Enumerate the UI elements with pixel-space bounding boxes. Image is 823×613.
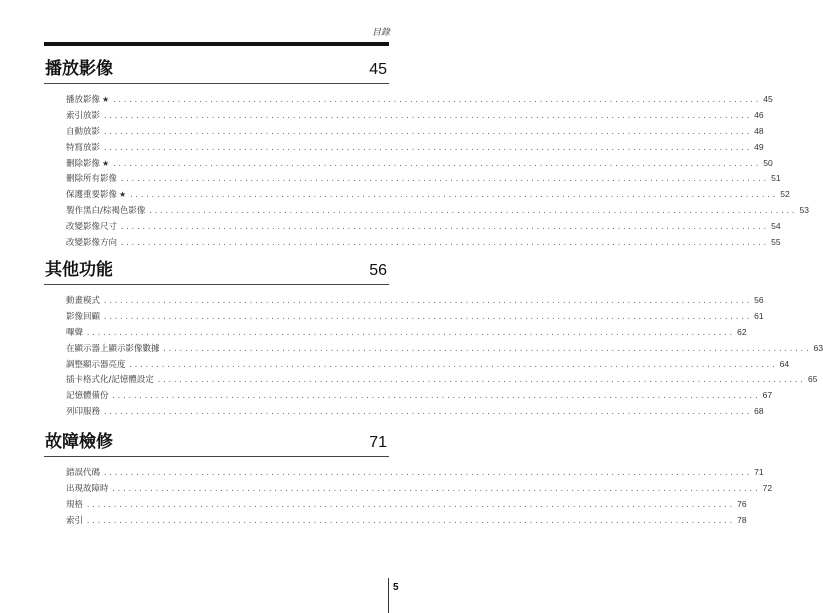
- toc-section: [44, 256, 823, 421]
- entry-title: 播放影像: [66, 95, 101, 105]
- entry-list: [66, 294, 823, 421]
- section-heading: [44, 256, 389, 285]
- section-page-number: 45: [369, 61, 387, 78]
- toc-entry[interactable]: [66, 125, 764, 141]
- entry-page-number: 56: [754, 295, 764, 305]
- dot-leader: ........................................................................................................................: [103, 144, 752, 153]
- section-heading: [44, 55, 389, 84]
- entry-title: 影像回顧: [66, 311, 101, 322]
- entry-title: 調整顯示器亮度: [66, 359, 126, 370]
- dot-leader: ........................................................................................................................: [86, 501, 735, 510]
- entry-page-number: 78: [737, 514, 747, 525]
- section-title[interactable]: 故障檢修: [45, 432, 113, 452]
- dot-leader: ........................................................................................................................: [120, 176, 769, 185]
- star-icon: ★: [119, 190, 127, 200]
- entry-page-number: 54: [771, 221, 781, 232]
- entry-page-number: 63: [813, 342, 823, 353]
- entry-title: 刪除影像: [66, 158, 101, 169]
- toc-entry[interactable]: [66, 466, 764, 482]
- toc-entry[interactable]: [66, 310, 764, 326]
- toc-entry[interactable]: [66, 498, 747, 514]
- page-number: 5: [393, 582, 399, 593]
- toc-entry[interactable]: [66, 188, 790, 204]
- dot-leader: ........................................................................................................................: [128, 361, 777, 370]
- dot-leader: ........................................................................................................................: [103, 409, 752, 418]
- entry-page-number: 50: [763, 157, 773, 168]
- entry-page-number: 48: [754, 125, 764, 136]
- toc-entry[interactable]: [66, 482, 773, 498]
- entry-title: 特寫放影: [66, 142, 101, 153]
- section-title[interactable]: 其他功能: [45, 260, 113, 280]
- entry-title: 製作黑白/棕褐色影像: [66, 206, 146, 217]
- dot-leader: ........................................................................................................................: [129, 192, 778, 201]
- section-page-number: 56: [369, 262, 387, 279]
- toc-entry[interactable]: [66, 405, 764, 421]
- entry-page-number: 46: [754, 109, 764, 120]
- toc-entry[interactable]: [66, 172, 781, 188]
- entry-page-number: 72: [762, 482, 773, 493]
- entry-title: 出現故障時: [66, 483, 109, 494]
- entry-page-number: 55: [771, 237, 781, 248]
- dot-leader: ........................................................................................................................: [112, 97, 761, 105]
- toc-entry[interactable]: [66, 109, 764, 125]
- dot-leader: ........................................................................................................................: [162, 345, 811, 354]
- toc-entry[interactable]: [66, 157, 773, 173]
- star-icon: ★: [102, 95, 110, 104]
- star-icon: ★: [102, 158, 110, 168]
- dot-leader: ........................................................................................................................: [86, 329, 735, 338]
- entry-page-number: 51: [771, 173, 781, 184]
- toc-section: [44, 428, 773, 530]
- header-rule: [44, 42, 389, 46]
- entry-page-number: 62: [737, 326, 747, 337]
- dot-leader: ........................................................................................................................: [120, 224, 769, 233]
- entry-title: 嗶聲: [66, 327, 84, 338]
- toc-entry[interactable]: [66, 514, 747, 530]
- entry-page-number: 68: [754, 406, 764, 417]
- header-label: 目錄: [371, 28, 390, 38]
- section-heading: [44, 428, 389, 457]
- toc-entry[interactable]: [66, 294, 764, 310]
- entry-title: 記憶體備份: [66, 391, 109, 402]
- dot-leader: ........................................................................................................................: [103, 128, 752, 137]
- entry-title: 在顯示器上顯示影像數據: [66, 343, 160, 354]
- entry-page-number: 52: [780, 189, 790, 200]
- entry-page-number: 61: [754, 310, 764, 321]
- toc-entry[interactable]: [66, 141, 764, 157]
- entry-list: [66, 466, 773, 530]
- dot-leader: ........................................................................................................................: [103, 112, 752, 121]
- entry-page-number: 67: [762, 390, 773, 401]
- entry-page-number: 49: [754, 141, 764, 152]
- page-number-rule: [388, 578, 389, 613]
- entry-title: 規格: [66, 499, 84, 510]
- dot-leader: ........................................................................................................................: [103, 313, 752, 322]
- entry-page-number: 45: [763, 94, 773, 104]
- dot-leader: ........................................................................................................................: [156, 377, 805, 386]
- entry-title: 錯誤代碼: [66, 468, 101, 478]
- entry-title: 刪除所有影像: [66, 174, 118, 185]
- entry-title: 索引: [66, 515, 84, 526]
- entry-title: 改變影像尺寸: [66, 222, 118, 233]
- dot-leader: ........................................................................................................................: [112, 160, 761, 169]
- toc-entry[interactable]: [66, 93, 773, 109]
- toc-entry[interactable]: [66, 326, 747, 342]
- entry-title: 列印服務: [66, 407, 101, 418]
- dot-leader: ........................................................................................................................: [148, 208, 797, 217]
- toc-entry[interactable]: [66, 220, 781, 236]
- toc-entry[interactable]: [66, 389, 773, 405]
- dot-leader: ........................................................................................................................: [111, 485, 760, 494]
- entry-title: 插卡格式化/記憶體設定: [66, 375, 154, 386]
- entry-page-number: 71: [754, 467, 764, 477]
- dot-leader: ........................................................................................................................: [120, 240, 769, 249]
- dot-leader: ........................................................................................................................: [103, 298, 752, 306]
- entry-page-number: 53: [799, 205, 809, 216]
- entry-page-number: 64: [779, 358, 790, 369]
- entry-title: 動畫模式: [66, 296, 101, 306]
- dot-leader: ........................................................................................................................: [111, 393, 760, 402]
- entry-list: [66, 93, 809, 252]
- entry-title: 改變影像方向: [66, 238, 118, 249]
- section-title[interactable]: 播放影像: [45, 59, 113, 79]
- toc-entry[interactable]: [66, 236, 781, 252]
- entry-title: 索引放影: [66, 110, 101, 121]
- entry-title: 保護重要影像: [66, 190, 118, 201]
- entry-page-number: 65: [807, 374, 818, 385]
- dot-leader: ........................................................................................................................: [103, 470, 752, 478]
- toc-entry[interactable]: [66, 358, 790, 374]
- section-page-number: 71: [369, 434, 387, 451]
- dot-leader: ........................................................................................................................: [86, 517, 735, 526]
- entry-title: 自動放影: [66, 126, 101, 137]
- toc-section: [44, 55, 809, 252]
- toc-entry[interactable]: [66, 373, 818, 389]
- entry-page-number: 76: [737, 498, 747, 509]
- toc-entry[interactable]: [66, 204, 809, 220]
- toc-entry[interactable]: [66, 342, 823, 358]
